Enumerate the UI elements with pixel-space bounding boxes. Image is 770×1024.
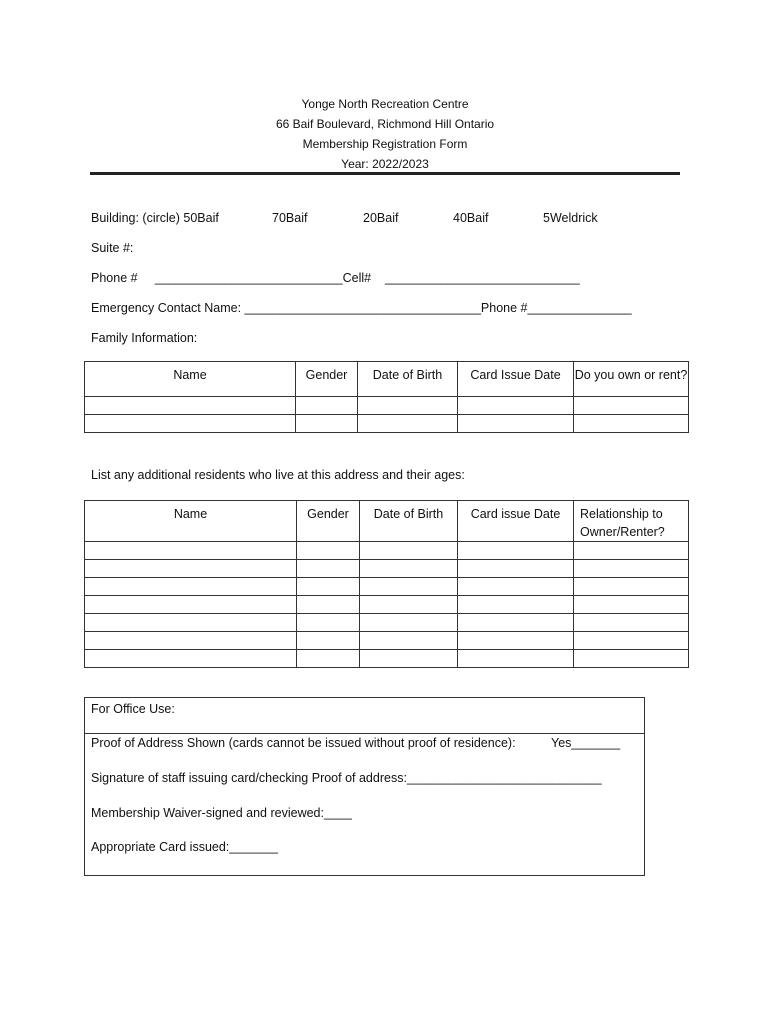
input-cell[interactable]: [360, 614, 458, 632]
table-row: [85, 650, 689, 668]
col-name: Name: [85, 501, 297, 542]
building-option-70baif[interactable]: 70Baif: [272, 211, 308, 225]
input-cell[interactable]: [574, 578, 689, 596]
input-cell[interactable]: [297, 578, 360, 596]
input-cell[interactable]: [360, 632, 458, 650]
input-cell[interactable]: [458, 632, 574, 650]
input-cell[interactable]: [458, 415, 574, 433]
input-cell[interactable]: [458, 397, 574, 415]
col-name: Name: [85, 362, 296, 397]
table-row: [85, 415, 689, 433]
input-cell[interactable]: [458, 596, 574, 614]
family-table: [84, 361, 689, 433]
table-row: [85, 614, 689, 632]
input-cell[interactable]: [85, 650, 297, 668]
emergency-contact-field[interactable]: Emergency Contact Name: __________________________________Phone #_______________: [91, 301, 632, 315]
input-cell[interactable]: [297, 650, 360, 668]
input-cell[interactable]: [574, 542, 689, 560]
input-cell[interactable]: [574, 596, 689, 614]
input-cell[interactable]: [458, 542, 574, 560]
input-cell[interactable]: [574, 632, 689, 650]
input-cell[interactable]: [360, 596, 458, 614]
col-card-issue-date: Card issue Date: [458, 501, 574, 542]
input-cell[interactable]: [574, 650, 689, 668]
input-cell[interactable]: [360, 578, 458, 596]
form-title: Membership Registration Form: [302, 137, 468, 151]
building-label: Building: (circle) 50Baif: [91, 211, 219, 225]
col-dob: Date of Birth: [360, 501, 458, 542]
input-cell[interactable]: [360, 542, 458, 560]
col-gender: Gender: [297, 501, 360, 542]
col-gender: Gender: [296, 362, 358, 397]
waiver-field[interactable]: Membership Waiver-signed and reviewed:____: [91, 806, 352, 820]
suite-field[interactable]: Suite #:: [91, 241, 134, 255]
org-address: 66 Baif Boulevard, Richmond Hill Ontario: [275, 117, 495, 131]
input-cell[interactable]: [296, 415, 358, 433]
input-cell[interactable]: [85, 415, 296, 433]
input-cell[interactable]: [458, 578, 574, 596]
table-row: [85, 596, 689, 614]
input-cell[interactable]: [360, 650, 458, 668]
phone-cell-field[interactable]: Phone # ___________________________Cell# ____________________________: [91, 271, 580, 285]
col-relationship: Relationship to Owner/Renter?: [574, 501, 689, 542]
input-cell[interactable]: [85, 397, 296, 415]
input-cell[interactable]: [297, 632, 360, 650]
card-issued-field[interactable]: Appropriate Card issued:_______: [91, 840, 278, 854]
office-use-box: [84, 697, 645, 876]
table-row: [85, 632, 689, 650]
input-cell[interactable]: [85, 560, 297, 578]
table-row: [85, 578, 689, 596]
form-year: Year: 2022/2023: [341, 157, 429, 171]
input-cell[interactable]: [297, 596, 360, 614]
table-row: [85, 397, 689, 415]
input-cell[interactable]: [574, 614, 689, 632]
col-dob: Date of Birth: [358, 362, 458, 397]
office-use-title: For Office Use:: [85, 698, 644, 734]
input-cell[interactable]: [458, 614, 574, 632]
input-cell[interactable]: [85, 542, 297, 560]
input-cell[interactable]: [458, 650, 574, 668]
input-cell[interactable]: [296, 397, 358, 415]
input-cell[interactable]: [358, 415, 458, 433]
form-header: [0, 94, 770, 174]
input-cell[interactable]: [574, 397, 689, 415]
building-option-20baif[interactable]: 20Baif: [363, 211, 399, 225]
table-row: [85, 542, 689, 560]
proof-of-address-label: Proof of Address Shown (cards cannot be issued without proof of residence):: [91, 736, 516, 750]
input-cell[interactable]: [297, 542, 360, 560]
input-cell[interactable]: [297, 560, 360, 578]
residents-label: List any additional residents who live at this address and their ages:: [91, 468, 465, 482]
family-info-label: Family Information:: [91, 331, 198, 345]
input-cell[interactable]: [85, 578, 297, 596]
residents-table: [84, 500, 689, 668]
header-divider: [90, 172, 680, 175]
input-cell[interactable]: [458, 560, 574, 578]
building-option-5weldrick[interactable]: 5Weldrick: [543, 211, 598, 225]
input-cell[interactable]: [85, 596, 297, 614]
proof-yes-field[interactable]: Yes_______: [551, 736, 621, 750]
table-header-row: [85, 501, 689, 542]
staff-signature-field[interactable]: Signature of staff issuing card/checking Proof of address:____________________________: [91, 771, 602, 785]
input-cell[interactable]: [358, 397, 458, 415]
table-row: [85, 560, 689, 578]
col-card-issue-date: Card Issue Date: [458, 362, 574, 397]
col-own-or-rent: Do you own or rent?: [574, 362, 689, 397]
input-cell[interactable]: [297, 614, 360, 632]
org-name: Yonge North Recreation Centre: [301, 97, 469, 111]
input-cell[interactable]: [574, 415, 689, 433]
building-option-40baif[interactable]: 40Baif: [453, 211, 489, 225]
table-header-row: [85, 362, 689, 397]
input-cell[interactable]: [85, 614, 297, 632]
input-cell[interactable]: [85, 632, 297, 650]
input-cell[interactable]: [360, 560, 458, 578]
input-cell[interactable]: [574, 560, 689, 578]
